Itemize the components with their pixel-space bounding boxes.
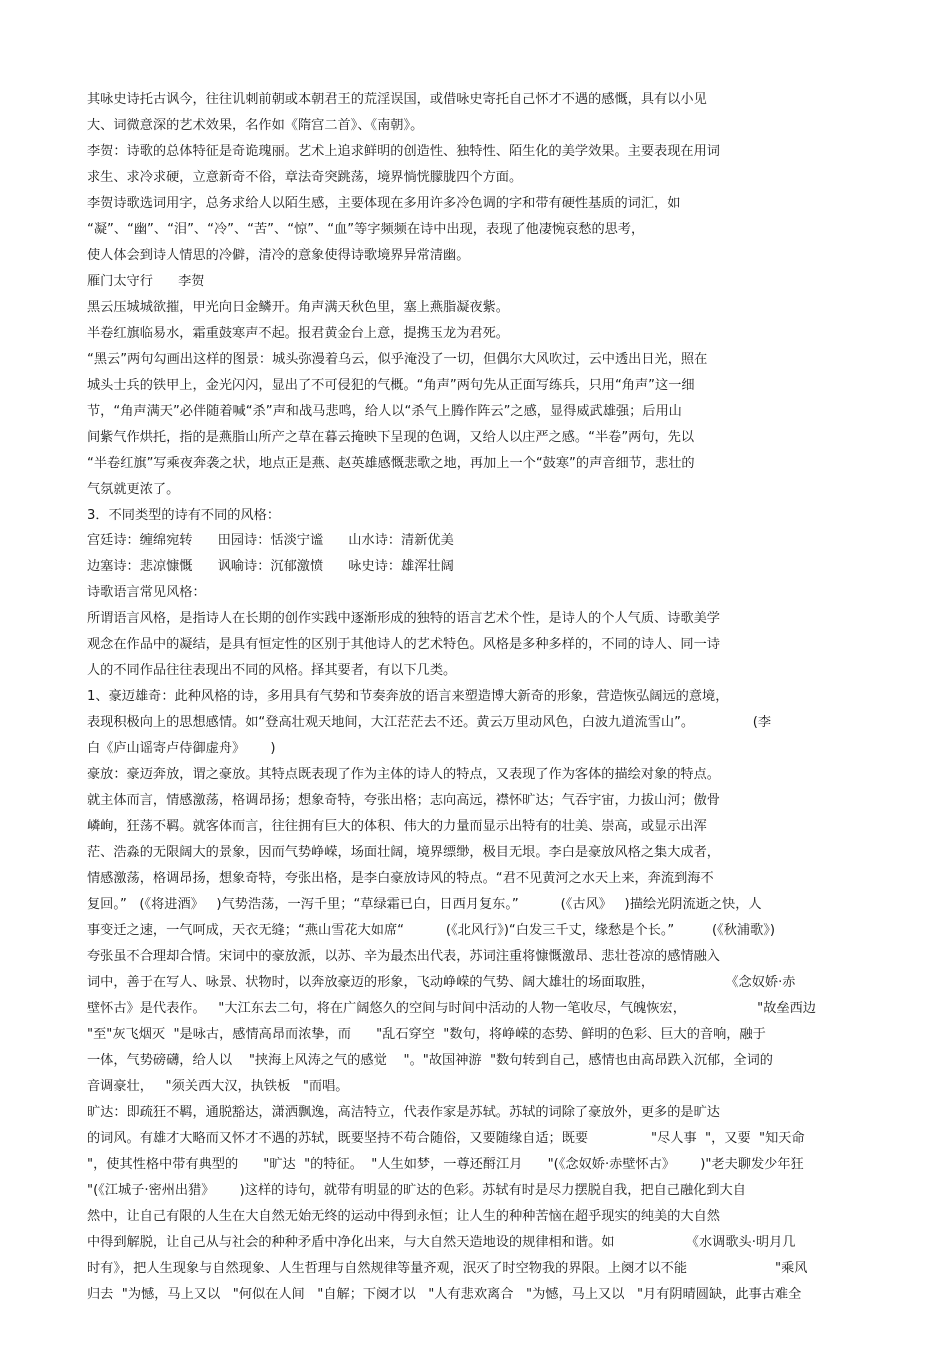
text-line: 半卷红旗临易水，霜重鼓寒声不起。报君黄金台上意，提携玉龙为君死。 [87,326,509,341]
text-line: 夸张虽不合理却合情。宋词中的豪放派，以苏、辛为最杰出代表，苏词注重将慷慨激昂、悲壮苍凉的感情融入 [87,949,720,964]
text-line: 壁怀古》是代表作。 "大江东去二句，将在广阔悠久的空间与时间中活动的人物一笔收尽，气魄恢宏， "故垒西边 [87,1001,816,1016]
text-line: 使人体会到诗人情思的冷僻，清冷的意象使得诗歌境界异常清幽。 [87,248,470,263]
text-line: 白《庐山谣寄卢侍御虚舟》 ) [87,741,276,756]
text-line: 城头士兵的铁甲上，金光闪闪，显出了不可侵犯的气概。“角声”两句先从正面写练兵，只用“角声”这一细 [87,378,695,393]
text-line: 雁门太守行 李贺 [87,274,205,289]
text-line: 词中，善于在写人、咏景、状物时，以奔放豪迈的形象，飞动峥嵘的气势、阔大雄壮的场面取胜， 《念奴娇·赤 [87,975,796,990]
text-line: 归去 "为憾，马上又以 "何似在人间 "自解；下阕才以 "人有悲欢离合 "为憾，马上又以 "月有阴晴圆缺，此事古难全 [87,1287,802,1302]
text-line: 宫廷诗：缠绵宛转 田园诗：恬淡宁谧 山水诗：清新优美 [87,533,454,548]
text-line: 1、豪迈雄奇：此种风格的诗，多用具有气势和节奏奔放的语言来塑造博大新奇的形象，营造恢弘阔远的意境， [87,689,729,704]
text-line: 茫、浩淼的无限阔大的景象，因而气势峥嵘，场面壮阔，境界缥缈，极目无垠。李白是豪放风格之集大成者， [87,845,720,860]
text-line: 时有》，把人生现象与自然现象、人生哲理与自然规律等量齐观，泯灭了时空物我的界限。上阕才以不能 "乘风 [87,1261,808,1276]
text-line: 音调豪壮， "须关西大汉，执铁板 "而唱。 [87,1079,349,1094]
text-line: 人的不同作品往往表现出不同的风格。择其要者，有以下几类。 [87,663,457,678]
text-line: 旷达：即疏狂不羁，通脱豁达，潇洒飘逸，高洁特立，代表作家是苏轼。苏轼的词除了豪放外，更多的是旷达 [87,1105,720,1120]
text-line: “凝”、“幽”、“泪”、“冷”、“苦”、“惊”、“血”等字频频在诗中出现，表现了他凄惋哀愁的思考， [87,222,645,237]
text-line: 观念在作品中的凝结，是具有恒定性的区别于其他诗人的艺术特色。风格是多种多样的，不同的诗人、同一诗 [87,637,720,652]
text-line: 中得到解脱，让自己从与社会的种种矛盾中净化出来，与大自然天造地设的规律相和谐。如 《水调歌头·明月几 [87,1235,796,1250]
text-line: “黑云”两句勾画出这样的图景：城头弥漫着乌云，似乎淹没了一切，但偶尔大风吹过，云中透出日光，照在 [87,352,708,367]
text-line: 然中，让自己有限的人生在大自然无始无终的运动中得到永恒；让人生的种种苦恼在超乎现实的纯美的大自然 [87,1209,720,1224]
text-line: 一体，气势磅礴，给人以 "挟海上风涛之气的感觉 "。"故国神游 "数句转到自己，感情也由高昂跌入沉郁，全词的 [87,1053,773,1068]
text-line: 边塞诗：悲凉慷慨 讽喻诗：沉郁激愤 咏史诗：雄浑壮阔 [87,559,454,574]
text-line: 就主体而言，情感激荡，格调昂扬；想象奇特，夸张出格；志向高远，襟怀旷达；气吞宇宙，力拔山河；傲骨 [87,793,720,808]
text-line: 事变迁之速，一气呵成，天衣无缝；“燕山雪花大如席“ (《北风行》)“白发三千丈，缘愁是个长。” (《秋浦歌》) [87,923,775,938]
text-line: 所谓语言风格，是指诗人在长期的创作实践中逐渐形成的独特的语言艺术个性，是诗人的个人气质、诗歌美学 [87,611,720,626]
text-line: 诗歌语言常见风格： [87,585,206,600]
text-line: 嶙峋，狂荡不羁。就客体而言，往往拥有巨大的体积、伟大的力量而显示出特有的壮美、崇高，或显示出浑 [87,819,707,834]
text-line: "至"灰飞烟灭 "是咏古，感情高昂而浓挚，而 "乱石穿空 "数句，将峥嵘的态势、鲜明的色彩、巨大的音响，融于 [87,1027,766,1042]
text-line: 间紫气作烘托，指的是燕脂山所产之草在暮云掩映下呈现的色调，又给人以庄严之感。“半卷”两句，先以 [87,430,695,445]
text-line: 求生、求冷求硬，立意新奇不俗，章法奇突跳荡，境界惝恍朦胧四个方面。 [87,170,523,185]
text-line: 李贺：诗歌的总体特征是奇诡瑰丽。艺术上追求鲜明的创造性、独特性、陌生化的美学效果。主要表现在用词 [87,144,720,159]
text-line: 节，“角声满天”必伴随着喊“杀”声和战马悲鸣，给人以“杀气上腾作阵云”之感，显得威武雄强；后用山 [87,404,682,419]
text-line: "，使其性格中带有典型的 "旷达 "的特征。 "人生如梦，一尊还酹江月 "(《念奴娇·赤壁怀古》 )"老夫聊发少年狂 [87,1157,804,1172]
text-line: "(《江城子·密州出猎》 )这样的诗句，就带有明显的旷达的色彩。苏轼有时是尽力摆脱自我，把自己融化到大自 [87,1183,746,1198]
text-line: 的词风。有雄才大略而又怀才不遇的苏轼，既要坚持不苟合随俗，又要随缘自适；既要 "尽人事 "，又要 "知天命 [87,1131,805,1146]
text-line: 黑云压城城欲摧，甲光向日金鳞开。角声满天秋色里，塞上燕脂凝夜紫。 [87,300,509,315]
text-line: 复回。” (《将进酒》 )气势浩荡，一泻千里；“草绿霜已白，日西月复东。” (《古风》 )描绘光阴流逝之快，人 [87,897,762,912]
text-line: 表现积极向上的思想感情。如“登高壮观天地间，大江茫茫去不还。黄云万里动风色，白波九道流雪山”。 (李 [87,715,772,730]
text-line: 大、词微意深的艺术效果，名作如《隋宫二首》、《南朝》。 [87,118,424,133]
text-line: “半卷红旗”写乘夜奔袭之状，地点正是燕、赵英雄感慨悲歌之地，再加上一个“鼓寒”的声音细节，悲壮的 [87,456,695,471]
text-line: 3．不同类型的诗有不同的风格： [87,508,281,523]
text-line: 李贺诗歌选词用字，总务求给人以陌生感，主要体现在多用许多冷色调的字和带有硬性基质的词汇，如 [87,196,681,211]
text-line: 其咏史诗托古讽今，往往讥刺前朝或本朝君王的荒淫误国，或借咏史寄托自己怀才不遇的感慨，具有以小见 [87,92,707,107]
text-line: 情感激荡，格调昂扬，想象奇特，夸张出格，是李白豪放诗风的特点。“君不见黄河之水天上来，奔流到海不 [87,871,714,886]
text-line: 气氛就更浓了。 [87,482,180,497]
text-line: 豪放：豪迈奔放，谓之豪放。其特点既表现了作为主体的诗人的特点，又表现了作为客体的描绘对象的特点。 [87,767,720,782]
